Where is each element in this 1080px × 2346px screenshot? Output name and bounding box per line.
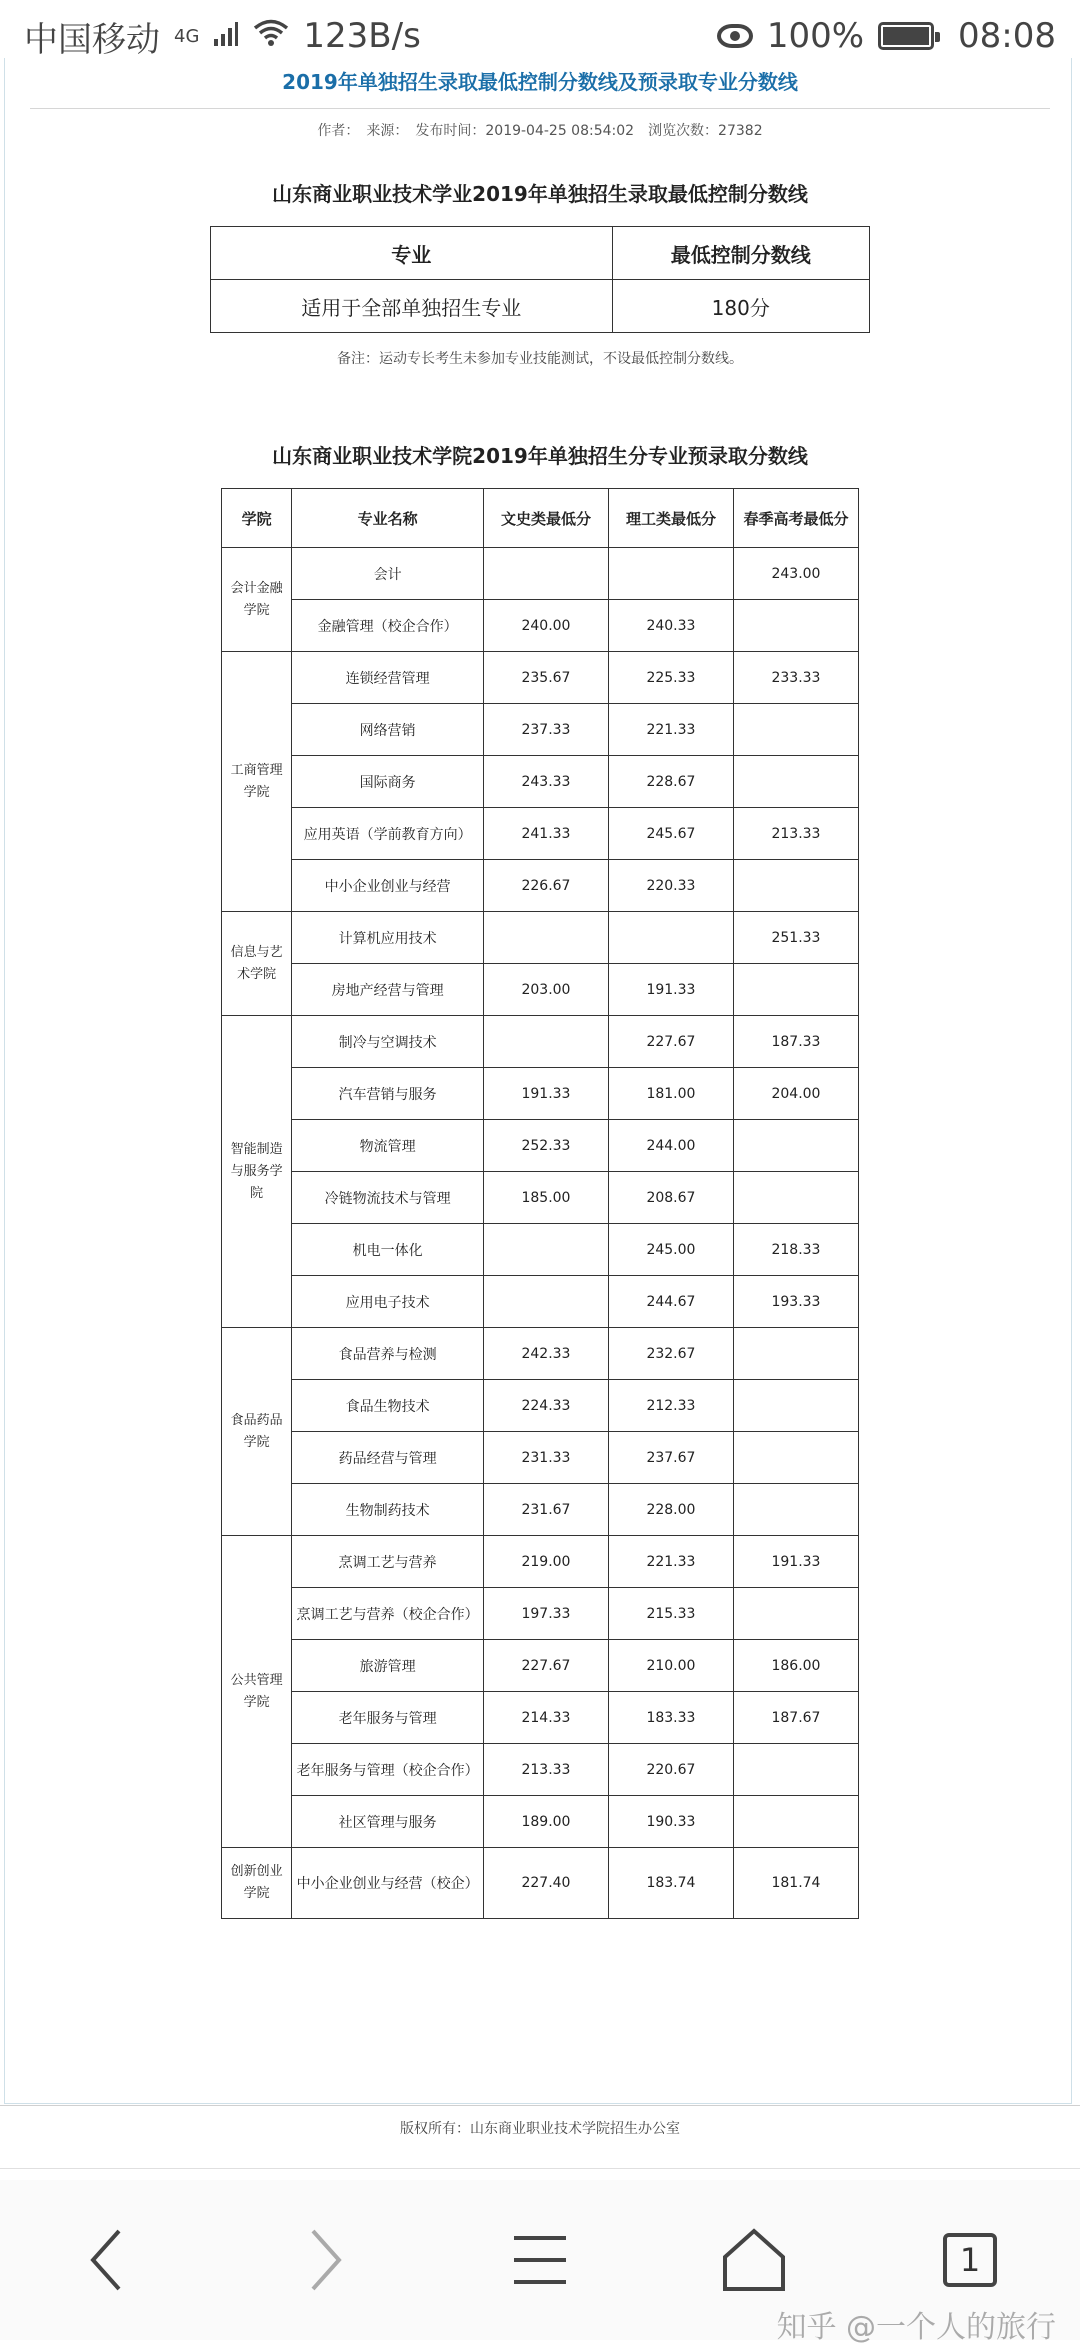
major-cell: 老年服务与管理 — [292, 1692, 484, 1744]
table-row — [222, 652, 859, 704]
header-cell: 专业名称 — [292, 489, 484, 548]
score-cell: 187.33 — [733, 1016, 858, 1068]
score-cell: 243.00 — [733, 548, 858, 600]
score-cell: 228.67 — [608, 756, 733, 808]
major-cell: 社区管理与服务 — [292, 1796, 484, 1848]
table-row — [222, 1328, 859, 1380]
status-left — [24, 12, 421, 61]
table-row — [222, 1016, 859, 1068]
score-cell — [733, 1172, 858, 1224]
score-cell: 186.00 — [733, 1640, 858, 1692]
table-row — [211, 280, 870, 333]
score-cell: 227.40 — [483, 1848, 608, 1919]
table-row — [222, 1432, 859, 1484]
chevron-left-icon — [81, 2225, 131, 2295]
score-cell: 231.33 — [483, 1432, 608, 1484]
school-cell: 会计金融学院 — [222, 548, 292, 652]
tabs-button[interactable] — [930, 2220, 1010, 2300]
table1-heading: 山东商业职业技术学业2019年单独招生录取最低控制分数线 — [272, 182, 808, 206]
table-row — [222, 1172, 859, 1224]
table-header-row — [222, 489, 859, 548]
score-cell: 235.67 — [483, 652, 608, 704]
school-cell: 食品药品学院 — [222, 1328, 292, 1536]
header-cell: 专业 — [211, 227, 613, 280]
chevron-right-icon — [301, 2225, 351, 2295]
score-cell — [733, 1744, 858, 1796]
table-row — [222, 1744, 859, 1796]
article-title: 2019年单独招生录取最低控制分数线及预录取专业分数线 — [282, 70, 798, 94]
score-cell: 237.67 — [608, 1432, 733, 1484]
score-cell: 204.00 — [733, 1068, 858, 1120]
score-cell: 225.33 — [608, 652, 733, 704]
table-row — [222, 860, 859, 912]
score-cell — [733, 1120, 858, 1172]
score-cell: 243.33 — [483, 756, 608, 808]
table-row — [222, 600, 859, 652]
score-cell: 191.33 — [608, 964, 733, 1016]
footer-divider — [0, 2105, 1080, 2106]
major-cell: 应用电子技术 — [292, 1276, 484, 1328]
score-cell: 240.00 — [483, 600, 608, 652]
score-cell: 245.67 — [608, 808, 733, 860]
score-cell: 251.33 — [733, 912, 858, 964]
score-cell: 215.33 — [608, 1588, 733, 1640]
score-cell: 208.67 — [608, 1172, 733, 1224]
article-meta: 作者： 来源： 发布时间：2019-04-25 08:54:02 浏览次数：27382 — [317, 123, 763, 139]
score-cell: 219.00 — [483, 1536, 608, 1588]
score-cell: 203.00 — [483, 964, 608, 1016]
table-row — [222, 1068, 859, 1120]
score-cell: 185.00 — [483, 1172, 608, 1224]
score-cell: 231.67 — [483, 1484, 608, 1536]
score-cell: 241.33 — [483, 808, 608, 860]
clock: 08:08 — [958, 16, 1056, 56]
menu-button[interactable] — [500, 2220, 580, 2300]
status-right — [717, 16, 1056, 56]
major-cell: 汽车营销与服务 — [292, 1068, 484, 1120]
major-cell: 会计 — [292, 548, 484, 600]
table-row — [222, 1692, 859, 1744]
score-cell: 224.33 — [483, 1380, 608, 1432]
score-cell — [733, 1380, 858, 1432]
score-cell: 220.33 — [608, 860, 733, 912]
signal-icon — [213, 16, 239, 56]
school-cell: 公共管理学院 — [222, 1536, 292, 1848]
table-row — [222, 1380, 859, 1432]
battery-percent: 100% — [766, 16, 865, 56]
major-cell: 食品营养与检测 — [292, 1328, 484, 1380]
score-cell: 228.00 — [608, 1484, 733, 1536]
major-cell: 中小企业创业与经营 — [292, 860, 484, 912]
school-cell: 智能制造与服务学院 — [222, 1016, 292, 1328]
table-row — [222, 548, 859, 600]
major-cell: 房地产经营与管理 — [292, 964, 484, 1016]
major-cell: 药品经营与管理 — [292, 1432, 484, 1484]
home-button[interactable] — [714, 2220, 794, 2300]
back-button[interactable] — [66, 2220, 146, 2300]
score-cell: 187.67 — [733, 1692, 858, 1744]
major-cell: 制冷与空调技术 — [292, 1016, 484, 1068]
score-cell — [733, 1484, 858, 1536]
score-cell: 210.00 — [608, 1640, 733, 1692]
menu-icon — [510, 2230, 570, 2290]
table-cell: 180分 — [612, 280, 869, 333]
major-cell: 烹调工艺与营养（校企合作） — [292, 1588, 484, 1640]
score-cell: 190.33 — [608, 1796, 733, 1848]
table-row — [222, 1120, 859, 1172]
major-cell: 网络营销 — [292, 704, 484, 756]
score-cell: 191.33 — [733, 1536, 858, 1588]
score-cell: 244.67 — [608, 1276, 733, 1328]
major-cell: 计算机应用技术 — [292, 912, 484, 964]
score-cell: 221.33 — [608, 1536, 733, 1588]
tab-count: 1 — [959, 2241, 981, 2279]
min-score-table — [210, 226, 870, 333]
score-cell: 220.67 — [608, 1744, 733, 1796]
header-cell: 学院 — [222, 489, 292, 548]
major-cell: 机电一体化 — [292, 1224, 484, 1276]
score-cell: 221.33 — [608, 704, 733, 756]
score-cell: 237.33 — [483, 704, 608, 756]
score-cell: 191.33 — [483, 1068, 608, 1120]
score-cell: 189.00 — [483, 1796, 608, 1848]
major-cell: 中小企业创业与经营（校企） — [292, 1848, 484, 1919]
score-cell: 233.33 — [733, 652, 858, 704]
wifi-icon — [253, 16, 289, 56]
table2-heading: 山东商业职业技术学院2019年单独招生分专业预录取分数线 — [272, 444, 808, 468]
forward-button[interactable] — [286, 2220, 366, 2300]
score-cell: 213.33 — [483, 1744, 608, 1796]
header-cell: 文史类最低分 — [483, 489, 608, 548]
score-cell — [483, 912, 608, 964]
table-row — [222, 1276, 859, 1328]
table-row — [222, 704, 859, 756]
major-cell: 生物制药技术 — [292, 1484, 484, 1536]
table-cell: 适用于全部单独招生专业 — [211, 280, 613, 333]
score-cell — [733, 1796, 858, 1848]
major-cell: 老年服务与管理（校企合作） — [292, 1744, 484, 1796]
table1-note: 备注：运动专长考生未参加专业技能测试，不设最低控制分数线。 — [337, 351, 743, 367]
table-row — [222, 1224, 859, 1276]
score-cell: 227.67 — [483, 1640, 608, 1692]
score-cell: 183.74 — [608, 1848, 733, 1919]
table-row — [222, 1536, 859, 1588]
major-cell: 冷链物流技术与管理 — [292, 1172, 484, 1224]
major-cell: 食品生物技术 — [292, 1380, 484, 1432]
school-cell: 创新创业学院 — [222, 1848, 292, 1919]
header-cell: 最低控制分数线 — [612, 227, 869, 280]
score-cell — [733, 600, 858, 652]
major-cell: 金融管理（校企合作） — [292, 600, 484, 652]
score-cell: 242.33 — [483, 1328, 608, 1380]
tabs-icon — [943, 2233, 997, 2287]
score-cell: 193.33 — [733, 1276, 858, 1328]
zhihu-watermark: 知乎 @一个人的旅行 — [776, 2310, 1056, 2345]
score-cell — [733, 1588, 858, 1640]
score-cell — [483, 1276, 608, 1328]
major-score-table — [221, 488, 859, 1919]
table-row — [222, 912, 859, 964]
battery-icon — [878, 22, 934, 50]
score-cell — [733, 1328, 858, 1380]
table-row — [222, 1484, 859, 1536]
table-row — [222, 1848, 859, 1919]
home-icon — [719, 2225, 789, 2295]
score-cell: 183.33 — [608, 1692, 733, 1744]
score-cell: 226.67 — [483, 860, 608, 912]
score-cell — [483, 1224, 608, 1276]
score-cell — [733, 704, 858, 756]
eye-comfort-icon — [717, 24, 753, 48]
footer-copyright: 版权所有：山东商业职业技术学院招生办公室 — [400, 2121, 680, 2137]
table-row — [222, 756, 859, 808]
title-divider — [30, 108, 1050, 109]
major-cell: 烹调工艺与营养 — [292, 1536, 484, 1588]
score-cell: 245.00 — [608, 1224, 733, 1276]
score-cell: 244.00 — [608, 1120, 733, 1172]
table-row — [222, 808, 859, 860]
score-cell — [483, 1016, 608, 1068]
score-cell: 227.67 — [608, 1016, 733, 1068]
score-cell — [733, 964, 858, 1016]
header-cell: 理工类最低分 — [608, 489, 733, 548]
school-cell: 工商管理学院 — [222, 652, 292, 912]
score-cell — [733, 756, 858, 808]
score-cell: 181.00 — [608, 1068, 733, 1120]
major-cell: 物流管理 — [292, 1120, 484, 1172]
network-speed: 123B/s — [303, 16, 421, 56]
network-type: 4G — [174, 25, 200, 47]
score-cell: 181.74 — [733, 1848, 858, 1919]
score-cell: 252.33 — [483, 1120, 608, 1172]
table-header-row — [211, 227, 870, 280]
header-cell: 春季高考最低分 — [733, 489, 858, 548]
table-body — [222, 548, 859, 1919]
major-cell: 应用英语（学前教育方向） — [292, 808, 484, 860]
score-cell: 212.33 — [608, 1380, 733, 1432]
score-cell — [483, 548, 608, 600]
school-cell: 信息与艺术学院 — [222, 912, 292, 1016]
score-cell: 240.33 — [608, 600, 733, 652]
score-cell — [733, 1432, 858, 1484]
major-cell: 连锁经营管理 — [292, 652, 484, 704]
table-row — [222, 964, 859, 1016]
score-cell — [608, 548, 733, 600]
score-cell: 232.67 — [608, 1328, 733, 1380]
score-cell: 197.33 — [483, 1588, 608, 1640]
score-cell: 218.33 — [733, 1224, 858, 1276]
score-cell — [733, 860, 858, 912]
major-cell: 旅游管理 — [292, 1640, 484, 1692]
table-row — [222, 1588, 859, 1640]
table-row — [222, 1796, 859, 1848]
score-cell: 214.33 — [483, 1692, 608, 1744]
footer-divider — [0, 2168, 1080, 2169]
score-cell: 213.33 — [733, 808, 858, 860]
table-row — [222, 1640, 859, 1692]
major-cell: 国际商务 — [292, 756, 484, 808]
score-cell — [608, 912, 733, 964]
carrier-label: 中国移动 — [24, 19, 160, 60]
